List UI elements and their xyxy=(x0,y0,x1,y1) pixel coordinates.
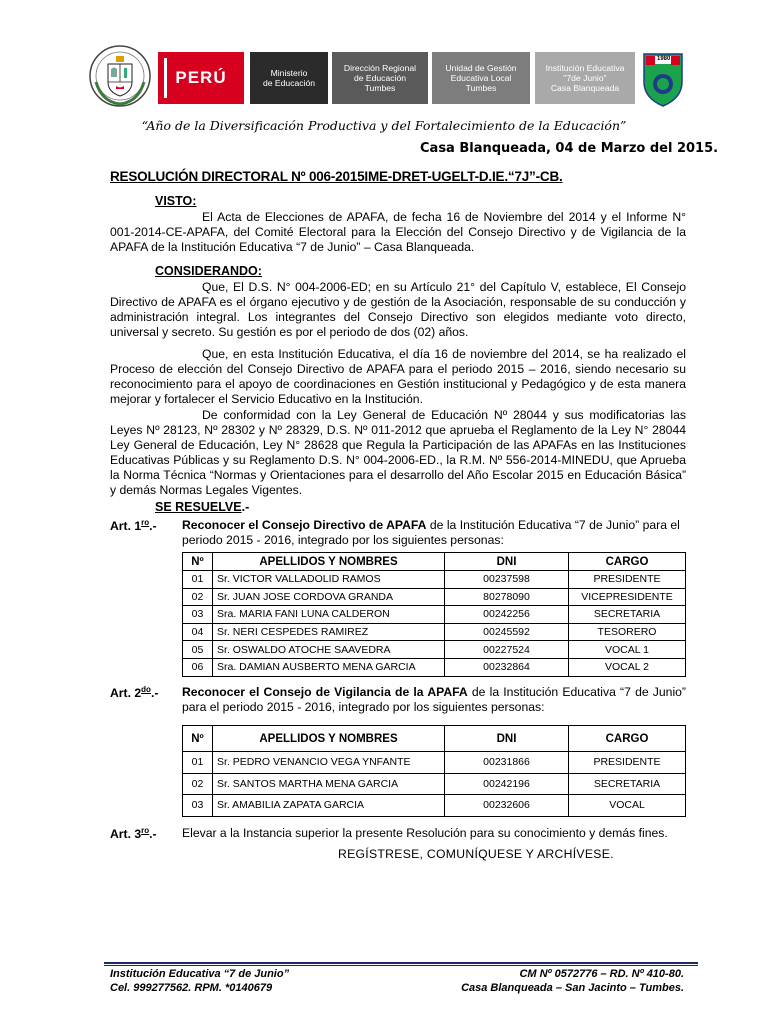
cell-number: 04 xyxy=(183,623,213,641)
col-header-cargo: CARGO xyxy=(569,553,686,571)
art2-bold: Reconocer el Consejo de Vigilancia de la APAFA xyxy=(182,685,468,699)
cell-name: Sr. AMABILIA ZAPATA GARCIA xyxy=(213,795,445,817)
cell-dni: 00242256 xyxy=(445,606,569,624)
art3-text: Elevar a la Instancia superior la presente Resolución para su conocimiento y demás fines. xyxy=(182,826,668,840)
document-date: Casa Blanqueada, 04 de Marzo del 2015. xyxy=(420,141,719,156)
cell-name: Sr. JUAN JOSE CORDOVA GRANDA xyxy=(213,588,445,606)
cell-dni: 00245592 xyxy=(445,623,569,641)
table-row xyxy=(183,571,686,589)
resolution-title: RESOLUCIÓN DIRECTORAL Nº 006-2015IME-DRET-UGELT-D.IE.“7J”-CB. xyxy=(110,169,563,184)
footer-registry: CM Nº 0572776 – RD. Nº 410-80. xyxy=(519,968,684,980)
cell-name: Sr. NERI CESPEDES RAMIREZ xyxy=(213,623,445,641)
art1-rest: de la Institución Educativa “7 de Junio” para el periodo 2015 - 2016, integrado por los siguientes personas: xyxy=(182,518,680,547)
table-header-row xyxy=(183,553,686,571)
cell-name: Sr. OSWALDO ATOCHE SAAVEDRA xyxy=(213,641,445,659)
cell-cargo: VOCAL xyxy=(569,795,686,817)
table-row xyxy=(183,623,686,641)
cell-number: 06 xyxy=(183,658,213,676)
table-header-row xyxy=(183,726,686,752)
art2-text xyxy=(182,685,686,715)
art3-label: Art. $3^{ro}.-$ xyxy=(110,826,157,842)
cell-name: Sr. PEDRO VENANCIO VEGA YNFANTE xyxy=(213,752,445,774)
peru-brand-box xyxy=(158,52,244,104)
header-ministerio xyxy=(250,52,328,104)
col-header-names: APELLIDOS Y NOMBRES xyxy=(213,553,445,571)
cell-dni: 00227524 xyxy=(445,641,569,659)
se-resuelve-heading: SE RESUELVE.- xyxy=(155,500,250,514)
cell-number: 03 xyxy=(183,795,213,817)
cell-cargo: VOCAL 1 xyxy=(569,641,686,659)
table-row xyxy=(183,795,686,817)
header-ugel xyxy=(432,52,530,104)
cell-name: Sra. DAMIAN AUSBERTO MENA GARCIA xyxy=(213,658,445,676)
col-header-names: APELLIDOS Y NOMBRES xyxy=(213,726,445,752)
art1-text xyxy=(182,518,686,548)
col-header-dni: DNI xyxy=(445,726,569,752)
cell-cargo: SECRETARIA xyxy=(569,606,686,624)
footer-divider xyxy=(104,962,698,964)
header-box-1-text: Ministerio de Educación xyxy=(262,68,316,88)
cell-name: Sr. VICTOR VALLADOLID RAMOS xyxy=(213,571,445,589)
peru-label: PERÚ xyxy=(175,68,227,87)
table-row xyxy=(183,658,686,676)
header-box-2-text: Dirección Regional de Educación Tumbes xyxy=(343,63,417,93)
art1-bold: Reconocer el Consejo Directivo de APAFA xyxy=(182,518,427,532)
cell-number: 01 xyxy=(183,752,213,774)
table-row xyxy=(183,752,686,774)
visto-heading: VISTO: xyxy=(155,194,197,208)
considerando-paragraph-3: De conformidad con la Ley General de Educación Nº 28044 y sus modificatorias las Leyes Nº 28123, Nº 28302 y Nº 28329, D.S. Nº 011-2012 que aprueba el Reglamento de la Ley N° 28044 Ley General de Educación, Ley N° 28628 que Regula la Participación de las APAFAs en las Instituciones Educativas Públicas y su Reglamento D.S. N° 004-2006-ED., la R.M. Nº 556-2014-MINEDU, que Aprueba la Norma Técnica “Normas y Orientaciones para el desarrollo del Año Escolar 2015 en Educación Básica” y demás Normas Legales Vigentes. xyxy=(110,408,686,497)
cell-number: 02 xyxy=(183,588,213,606)
brand-bar xyxy=(164,58,167,98)
consejo-directivo-table xyxy=(182,552,686,677)
table-row xyxy=(183,773,686,795)
cell-cargo: SECRETARIA xyxy=(569,773,686,795)
consejo-vigilancia-table xyxy=(182,725,686,817)
header-box-4-text: Institución Educativa "7de Junio" Casa Blanqueada xyxy=(545,63,625,93)
cell-name: Sr. SANTOS MARTHA MENA GARCIA xyxy=(213,773,445,795)
footer-phone: Cel. 999277562. RPM. *0140679 xyxy=(110,982,273,994)
cell-cargo: VOCAL 2 xyxy=(569,658,686,676)
logo-year: 1980 xyxy=(657,56,671,62)
cell-number: 05 xyxy=(183,641,213,659)
header-box-3-text: Unidad de Gestión Educativa Local Tumbes xyxy=(445,63,517,93)
cell-cargo: PRESIDENTE xyxy=(569,752,686,774)
col-header-cargo: CARGO xyxy=(569,726,686,752)
table-row xyxy=(183,606,686,624)
col-header-number: Nº xyxy=(183,553,213,571)
school-logo xyxy=(640,48,686,108)
cell-name: Sra. MARIA FANI LUNA CALDERON xyxy=(213,606,445,624)
cell-number: 03 xyxy=(183,606,213,624)
footer-institution: Institución Educativa “7 de Junio” xyxy=(110,968,290,980)
art2-label: Art. $2^{do}.-$ xyxy=(110,685,159,701)
cell-number: 01 xyxy=(183,571,213,589)
considerando-paragraph-2: Que, en esta Institución Educativa, el día 16 de noviembre del 2014, se ha realizado el Proceso de elección del Consejo Directivo de APAFA para el periodo 2015 – 2016, siendo necesario su reconocimiento para el apoyo de coordinaciones en Gestión institucional y Pedagógico y de esta manera mejorar y fortalecer el Servicio Educativo en la Institución. xyxy=(110,347,686,406)
considerando-paragraph-1: Que, El D.S. N° 004-2006-ED; en su Artículo 21° del Capítulo V, establece, El Consejo Directivo de APAFA es el órgano ejecutivo y de gestión de la Asociación, responsable de su conducción y administración integral. Los integrantes del Consejo Directivo son elegidos mediante voto directo, universal y secreto. Su gestión es por el periodo de dos (02) años. xyxy=(110,280,686,339)
cell-cargo: VICEPRESIDENTE xyxy=(569,588,686,606)
col-header-dni: DNI xyxy=(445,553,569,571)
year-slogan: “Año de la Diversificación Productiva y del Fortalecimiento de la Educación” xyxy=(141,118,627,133)
cell-dni: 00231866 xyxy=(445,752,569,774)
footer-divider-thin xyxy=(104,965,698,966)
closing-formula: REGÍSTRESE, COMUNÍQUESE Y ARCHÍVESE. xyxy=(338,847,614,861)
cell-cargo: TESORERO xyxy=(569,623,686,641)
cell-number: 02 xyxy=(183,773,213,795)
table-row xyxy=(183,588,686,606)
considerando-heading: CONSIDERANDO: xyxy=(155,264,262,278)
col-header-number: Nº xyxy=(183,726,213,752)
cell-dni: 80278090 xyxy=(445,588,569,606)
art2-rest: de la Institución Educativa “7 de Junio” para el periodo 2015 - 2016, integrado por los siguientes personas: xyxy=(182,685,686,714)
header-direccion-regional xyxy=(332,52,428,104)
cell-dni: 00242196 xyxy=(445,773,569,795)
table-row xyxy=(183,641,686,659)
footer-address: Casa Blanqueada – San Jacinto – Tumbes. xyxy=(461,982,684,994)
cell-cargo: PRESIDENTE xyxy=(569,571,686,589)
peru-coat-of-arms xyxy=(88,42,152,110)
cell-dni: 00232864 xyxy=(445,658,569,676)
cell-dni: 00237598 xyxy=(445,571,569,589)
visto-text: El Acta de Elecciones de APAFA, de fecha 16 de Noviembre del 2014 y el Informe N° 001-2014-CE-APAFA, del Comité Electoral para la Elección del Consejo Directivo y de Vigilancia de la APAFA de la Institución Educativa “7 de Junio” – Casa Blanqueada. xyxy=(110,210,686,254)
se-resuelve-label: SE RESUELVE xyxy=(155,500,242,514)
header-institucion xyxy=(535,52,635,104)
cell-dni: 00232606 xyxy=(445,795,569,817)
art1-label: Art. $1^{ro}.-$ xyxy=(110,518,157,534)
